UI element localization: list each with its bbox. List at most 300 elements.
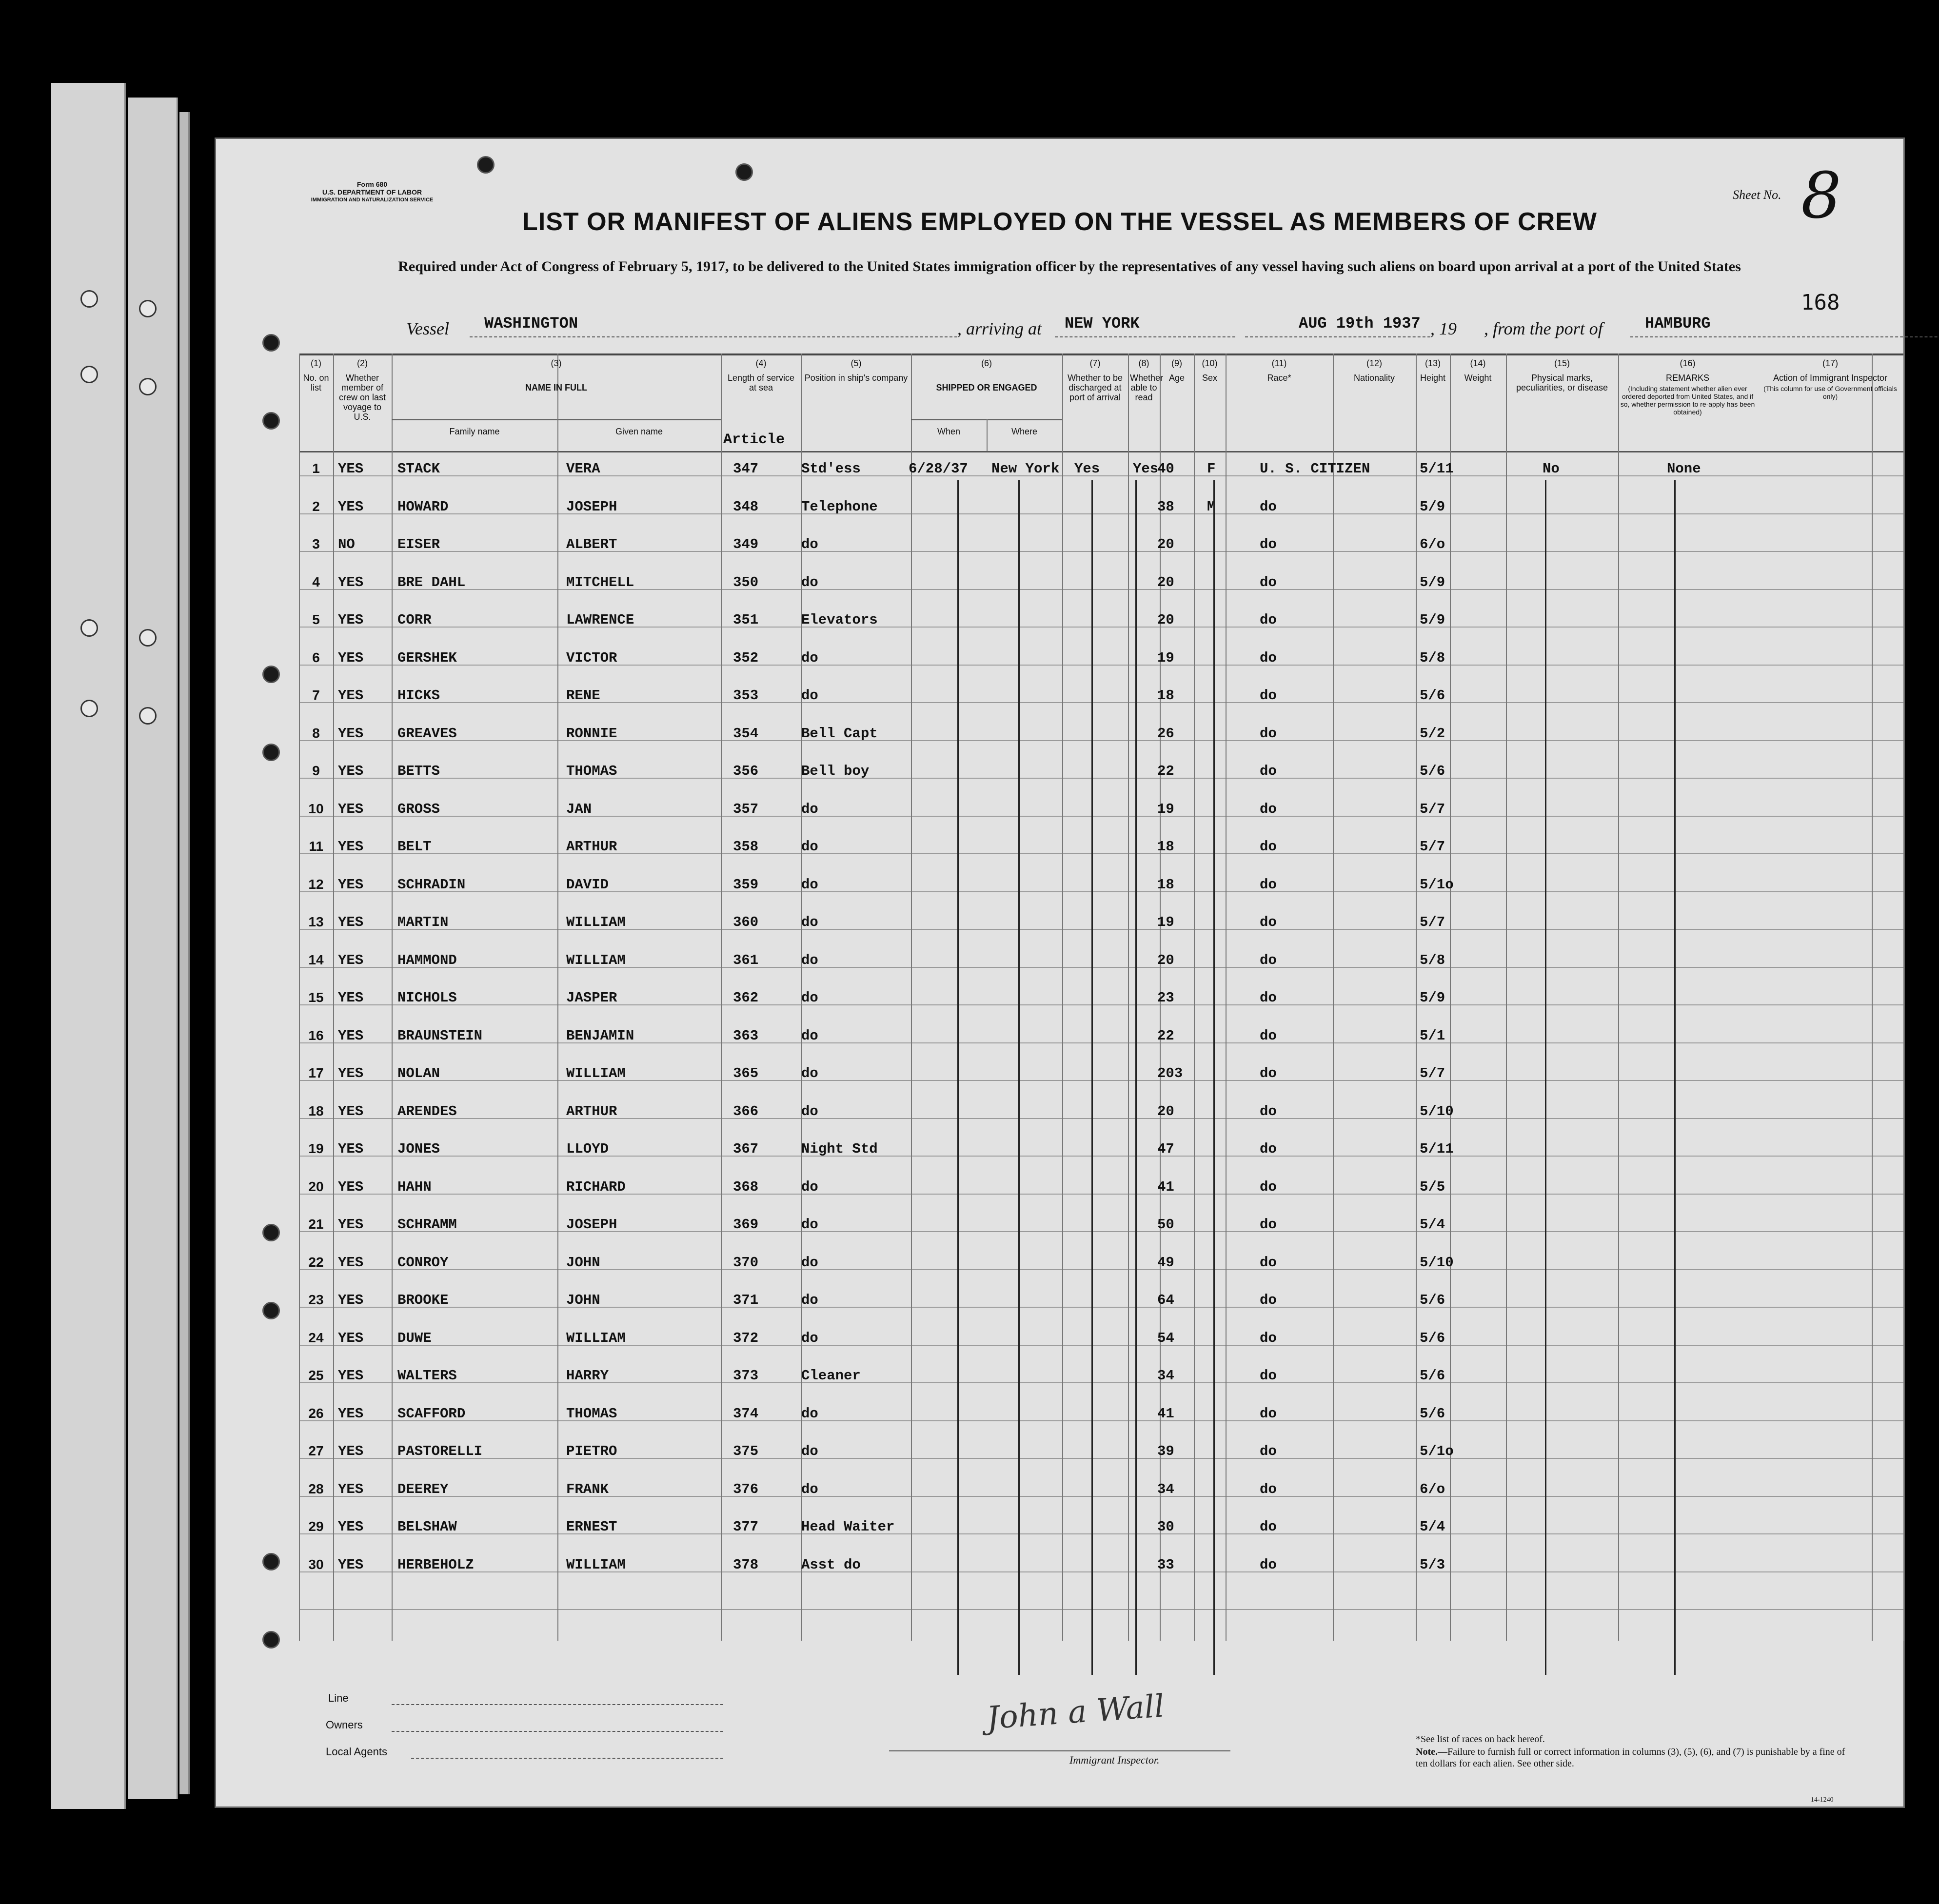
row-number: 24 (308, 1330, 324, 1345)
position-cell: do (801, 914, 818, 930)
age-cell: 20 (1157, 1103, 1174, 1119)
age-cell: 49 (1157, 1254, 1174, 1271)
last-voyage-cell: YES (338, 1065, 364, 1081)
row-number: 5 (312, 612, 320, 627)
year-label: , 19 (1430, 319, 1457, 338)
column-header-read: Whether able to read (1130, 373, 1164, 402)
age-cell: 18 (1157, 876, 1174, 893)
row-number: 25 (308, 1368, 324, 1383)
family-name-cell: EISER (397, 536, 440, 552)
row-number: 14 (308, 952, 324, 967)
age-cell: 41 (1157, 1178, 1174, 1195)
column-rule (1194, 353, 1195, 1641)
column-rule (1416, 353, 1417, 1641)
family-name-cell: CONROY (397, 1254, 449, 1271)
given-name-cell: JAN (566, 801, 592, 817)
column-header-remarks-detail: (Including statement whether alien ever ordered deported from United States, and if so, whether permission to re-apply has been obtained) (1620, 385, 1755, 416)
family-name-cell: SCHRAMM (397, 1217, 457, 1233)
row-number: 27 (308, 1443, 324, 1458)
family-name-cell: CORR (397, 612, 432, 628)
race-cell: do (1260, 839, 1277, 855)
column-header-race: Race* (1267, 373, 1291, 383)
row-rule (299, 816, 1903, 817)
age-cell: 20 (1157, 536, 1174, 552)
sex-cell: M (1207, 498, 1216, 515)
column-number: (15) (1554, 358, 1570, 368)
family-name-cell: HAMMOND (397, 952, 457, 968)
position-cell: do (801, 1103, 818, 1119)
row-rule (299, 702, 1903, 703)
height-cell: 5/9 (1420, 574, 1445, 590)
race-cell: do (1260, 687, 1277, 704)
shipped-where-cell: New York (991, 461, 1060, 477)
crew-table (216, 139, 1903, 1806)
row-rule (299, 513, 1903, 514)
row-rule (299, 1080, 1903, 1081)
row-number: 13 (308, 914, 324, 929)
from-port-label: , from the port of (1484, 319, 1603, 338)
service-name: IMMIGRATION AND NATURALIZATION SERVICE (311, 197, 434, 203)
race-cell: do (1260, 952, 1277, 968)
row-rule (299, 1458, 1903, 1459)
race-cell: do (1260, 1178, 1277, 1195)
race-cell: do (1260, 574, 1277, 590)
age-cell: 19 (1157, 801, 1174, 817)
race-cell: do (1260, 763, 1277, 779)
race-cell: do (1260, 1519, 1277, 1535)
marks-cell: No (1543, 461, 1560, 477)
position-cell: Head Waiter (801, 1519, 895, 1535)
position-cell: Telephone (801, 498, 878, 515)
row-number: 22 (308, 1254, 324, 1270)
given-name-cell: WILLIAM (566, 914, 626, 930)
row-number: 17 (308, 1065, 324, 1080)
local-agents-underline (411, 1758, 723, 1759)
given-name-cell: VICTOR (566, 649, 617, 666)
header-bottom-rule (299, 451, 1903, 452)
service-cell: 373 (733, 1368, 759, 1384)
age-cell: 34 (1157, 1481, 1174, 1497)
family-name-cell: BELT (397, 839, 432, 855)
row-number: 8 (312, 725, 320, 741)
service-cell: 348 (733, 498, 759, 515)
given-name-cell: THOMAS (566, 1405, 617, 1422)
name-subheader-rule (392, 419, 721, 420)
given-name-cell: ALBERT (566, 536, 617, 552)
ditto-ink-line (1213, 480, 1215, 1675)
row-number: 12 (308, 876, 324, 892)
last-voyage-cell: YES (338, 687, 364, 704)
position-cell: do (801, 952, 818, 968)
service-cell: 353 (733, 687, 759, 704)
row-rule (299, 589, 1903, 590)
age-cell: 19 (1157, 649, 1174, 666)
column-rule (1903, 353, 1904, 1641)
given-name-cell: MITCHELL (566, 574, 634, 590)
column-number: (14) (1470, 358, 1486, 368)
signature-underline (889, 1750, 1230, 1751)
column-header-age: Age (1168, 373, 1185, 383)
ditto-ink-line (1135, 480, 1137, 1675)
family-name-cell: MARTIN (397, 914, 449, 930)
race-cell: do (1260, 801, 1277, 817)
row-number: 9 (312, 763, 320, 778)
service-cell: 369 (733, 1217, 759, 1233)
height-cell: 6/o (1420, 1481, 1445, 1497)
fine-note-text: —Failure to furnish full or correct information in columns (3), (5), (6), and (7) is punishable by a fine of ten dollars for each alien. See other side. (1416, 1747, 1845, 1769)
inspector-label: Immigrant Inspector. (1069, 1754, 1160, 1766)
row-rule (299, 1571, 1903, 1572)
punch-hole (139, 707, 157, 725)
height-cell: 5/6 (1420, 1330, 1445, 1346)
height-cell: 5/11 (1420, 461, 1454, 477)
column-number: (4) (755, 358, 767, 368)
service-cell: 366 (733, 1103, 759, 1119)
height-cell: 5/1 (1420, 1027, 1445, 1044)
race-cell: do (1260, 612, 1277, 628)
column-number: (12) (1366, 358, 1382, 368)
last-voyage-cell: YES (338, 990, 364, 1006)
last-voyage-cell: YES (338, 612, 364, 628)
row-rule (299, 1231, 1903, 1232)
race-cell: do (1260, 914, 1277, 930)
race-cell: do (1260, 1443, 1277, 1459)
position-cell: Night Std (801, 1141, 878, 1157)
column-number: (17) (1822, 358, 1838, 368)
height-cell: 5/3 (1420, 1556, 1445, 1573)
height-cell: 5/11 (1420, 1141, 1454, 1157)
last-voyage-cell: YES (338, 1103, 364, 1119)
race-cell: do (1260, 1481, 1277, 1497)
age-cell: 41 (1157, 1405, 1174, 1422)
service-cell: 352 (733, 649, 759, 666)
row-number: 6 (312, 649, 320, 665)
discharged-cell: Yes (1074, 461, 1100, 477)
last-voyage-cell: YES (338, 1519, 364, 1535)
binding-strip-right (179, 112, 190, 1794)
ditto-ink-line (1091, 480, 1093, 1675)
position-cell: Cleaner (801, 1368, 861, 1384)
row-number: 7 (312, 687, 320, 703)
service-cell: 368 (733, 1178, 759, 1195)
position-cell: Elevators (801, 612, 878, 628)
column-rule (1062, 353, 1063, 1641)
row-number: 26 (308, 1405, 324, 1421)
column-header-shipped-sub-1: When (937, 427, 961, 436)
arriving-port: NEW YORK (1065, 314, 1140, 333)
age-cell: 38 (1157, 498, 1174, 515)
manifest-sheet (215, 137, 1905, 1808)
family-name-cell: BROOKE (397, 1292, 449, 1308)
row-rule (299, 967, 1903, 968)
race-cell: do (1260, 1405, 1277, 1422)
column-rule (557, 353, 558, 1641)
vessel-label: Vessel (406, 319, 449, 338)
given-name-cell: RENE (566, 687, 600, 704)
family-name-cell: NICHOLS (397, 990, 457, 1006)
height-cell: 5/1o (1420, 876, 1454, 893)
race-cell: do (1260, 1103, 1277, 1119)
race-cell: do (1260, 1027, 1277, 1044)
given-name-cell: PIETRO (566, 1443, 617, 1459)
given-name-cell: ARTHUR (566, 1103, 617, 1119)
row-number: 16 (308, 1027, 324, 1043)
form-code: 14-1240 (1811, 1796, 1834, 1804)
column-rule (1506, 353, 1507, 1641)
given-name-cell: RONNIE (566, 725, 617, 742)
row-number: 19 (308, 1141, 324, 1156)
age-cell: 33 (1157, 1556, 1174, 1573)
family-name-cell: HERBEHOLZ (397, 1556, 474, 1573)
service-cell: 375 (733, 1443, 759, 1459)
height-cell: 6/o (1420, 536, 1445, 552)
position-cell: do (801, 1405, 818, 1422)
age-cell: 22 (1157, 1027, 1174, 1044)
row-rule (299, 778, 1903, 779)
last-voyage-cell: YES (338, 763, 364, 779)
age-cell: 64 (1157, 1292, 1174, 1308)
position-cell: Bell boy (801, 763, 870, 779)
last-voyage-cell: YES (338, 914, 364, 930)
last-voyage-cell: YES (338, 1027, 364, 1044)
binding-strip-middle (128, 98, 178, 1799)
race-cell: do (1260, 725, 1277, 742)
height-cell: 5/7 (1420, 839, 1445, 855)
family-name-cell: SCAFFORD (397, 1405, 466, 1422)
remarks-cell: None (1667, 461, 1701, 477)
given-name-cell: WILLIAM (566, 1330, 626, 1346)
punch-hole (80, 366, 98, 383)
local-agents-label: Local Agents (326, 1746, 387, 1758)
column-rule (1226, 353, 1227, 1641)
row-number: 15 (308, 990, 324, 1005)
age-cell: 19 (1157, 914, 1174, 930)
binding-strip-left (51, 83, 126, 1809)
given-name-cell: FRANK (566, 1481, 609, 1497)
sheet-number-value: 8 (1801, 158, 1841, 233)
form-number: Form 680 (356, 180, 388, 188)
service-cell: 358 (733, 839, 759, 855)
column-header-name-sub-2: Given name (615, 427, 663, 436)
service-cell: 363 (733, 1027, 759, 1044)
race-cell: do (1260, 1141, 1277, 1157)
line-label: Line (328, 1692, 349, 1704)
column-number: (7) (1089, 358, 1101, 368)
page-title: LIST OR MANIFEST OF ALIENS EMPLOYED ON THE VESSEL AS MEMBERS OF CREW (522, 208, 1597, 236)
position-cell: do (801, 876, 818, 893)
last-voyage-cell: YES (338, 725, 364, 742)
page-subtitle: Required under Act of Congress of February 5, 1917, to be delivered to the United States immigration officer by the representatives of any vessel having such aliens on board upon arrival at a port of the United States (398, 258, 1741, 275)
age-cell: 23 (1157, 990, 1174, 1006)
line-underline (392, 1704, 723, 1705)
column-number: (2) (357, 358, 368, 368)
position-cell: do (801, 1481, 818, 1497)
given-name-cell: DAVID (566, 876, 609, 893)
service-cell: 357 (733, 801, 759, 817)
age-cell: 18 (1157, 839, 1174, 855)
row-number: 18 (308, 1103, 324, 1119)
service-cell: 371 (733, 1292, 759, 1308)
given-name-cell: LLOYD (566, 1141, 609, 1157)
column-header-sex: Sex (1202, 373, 1218, 383)
service-cell: 349 (733, 536, 759, 552)
column-number: (13) (1425, 358, 1441, 368)
height-cell: 5/5 (1420, 1178, 1445, 1195)
column-rule (392, 353, 393, 1641)
vessel-name: WASHINGTON (484, 314, 578, 333)
family-name-cell: BRE DAHL (397, 574, 466, 590)
height-cell: 5/10 (1420, 1103, 1454, 1119)
given-name-cell: JOSEPH (566, 498, 617, 515)
ditto-ink-line (1674, 480, 1676, 1675)
position-cell: do (801, 1292, 818, 1308)
family-name-cell: JONES (397, 1141, 440, 1157)
family-name-cell: STACK (397, 461, 440, 477)
service-cell: 351 (733, 612, 759, 628)
height-cell: 5/4 (1420, 1519, 1445, 1535)
service-cell: 361 (733, 952, 759, 968)
given-name-cell: HARRY (566, 1368, 609, 1384)
last-voyage-cell: YES (338, 1178, 364, 1195)
column-header-marks: Physical marks, peculiarities, or disease (1516, 373, 1608, 393)
from-port: HAMBURG (1645, 314, 1711, 333)
height-cell: 5/7 (1420, 1065, 1445, 1081)
height-cell: 5/9 (1420, 498, 1445, 515)
row-number: 2 (312, 498, 320, 514)
service-cell: 365 (733, 1065, 759, 1081)
given-name-cell: JOHN (566, 1254, 600, 1271)
last-voyage-cell: YES (338, 1481, 364, 1497)
row-number: 11 (309, 839, 323, 854)
given-name-cell: JASPER (566, 990, 617, 1006)
race-cell: do (1260, 1217, 1277, 1233)
row-rule (299, 627, 1903, 628)
given-name-cell: WILLIAM (566, 1065, 626, 1081)
arrival-date: AUG 19th 1937 (1299, 314, 1421, 333)
service-cell: 359 (733, 876, 759, 893)
last-voyage-cell: YES (338, 1368, 364, 1384)
races-note: *See list of races on back hereof. (1416, 1734, 1545, 1745)
punch-hole (139, 629, 157, 647)
row-rule (299, 1382, 1903, 1383)
family-name-cell: BELSHAW (397, 1519, 457, 1535)
family-name-cell: HICKS (397, 687, 440, 704)
punch-hole (80, 290, 98, 308)
family-name-cell: HAHN (397, 1178, 432, 1195)
column-header-shipped: SHIPPED OR ENGAGED (936, 383, 1037, 393)
column-header-name: NAME IN FULL (525, 383, 587, 393)
row-rule (299, 1156, 1903, 1157)
column-number: (9) (1171, 358, 1182, 368)
column-number: (6) (981, 358, 992, 368)
column-header-shipped-sub-2: Where (1011, 427, 1037, 436)
family-name-cell: BETTS (397, 763, 440, 779)
row-rule (299, 853, 1903, 854)
height-cell: 5/8 (1420, 649, 1445, 666)
service-cell: 350 (733, 574, 759, 590)
age-cell: 20 (1157, 574, 1174, 590)
ditto-ink-line (1545, 480, 1546, 1675)
arriving-label: , arriving at (957, 319, 1042, 338)
age-cell: 30 (1157, 1519, 1174, 1535)
family-name-cell: GROSS (397, 801, 440, 817)
article-label: Article (723, 432, 785, 448)
last-voyage-cell: YES (338, 876, 364, 893)
row-rule (299, 1345, 1903, 1346)
row-number: 30 (308, 1556, 324, 1572)
column-number: (11) (1271, 358, 1287, 368)
fine-note-label: Note. (1416, 1747, 1438, 1757)
last-voyage-cell: YES (338, 574, 364, 590)
height-cell: 5/7 (1420, 801, 1445, 817)
height-cell: 5/9 (1420, 990, 1445, 1006)
service-cell: 376 (733, 1481, 759, 1497)
row-number: 23 (308, 1292, 324, 1307)
position-cell: do (801, 1065, 818, 1081)
position-cell: do (801, 1443, 818, 1459)
age-cell: 34 (1157, 1368, 1174, 1384)
row-number: 4 (312, 574, 320, 589)
race-cell: U. S. CITIZEN (1260, 461, 1370, 477)
age-cell: 20 (1157, 952, 1174, 968)
position-cell: Bell Capt (801, 725, 878, 742)
height-cell: 5/6 (1420, 1368, 1445, 1384)
family-name-cell: ARENDES (397, 1103, 457, 1119)
column-number: (10) (1202, 358, 1218, 368)
last-voyage-cell: YES (338, 498, 364, 515)
column-number: (1) (311, 358, 321, 368)
row-number: 21 (308, 1217, 324, 1232)
position-cell: do (801, 1330, 818, 1346)
last-voyage-cell: YES (338, 952, 364, 968)
last-voyage-cell: YES (338, 649, 364, 666)
age-cell: 203 (1157, 1065, 1183, 1081)
race-cell: do (1260, 649, 1277, 666)
inspector-signature: John a Wall (985, 1688, 1166, 1737)
column-header-position: Position in ship's company (804, 373, 908, 383)
last-voyage-cell: YES (338, 461, 364, 477)
race-cell: do (1260, 1556, 1277, 1573)
position-cell: do (801, 1178, 818, 1195)
age-cell: 54 (1157, 1330, 1174, 1346)
column-rule (333, 353, 334, 1641)
position-cell: do (801, 990, 818, 1006)
ditto-ink-line (957, 480, 959, 1675)
owners-label: Owners (326, 1719, 363, 1731)
row-rule (299, 1118, 1903, 1119)
position-cell: do (801, 801, 818, 817)
last-voyage-cell: NO (338, 536, 355, 552)
punch-hole (139, 378, 157, 395)
service-cell: 372 (733, 1330, 759, 1346)
position-cell: Asst do (801, 1556, 861, 1573)
race-cell: do (1260, 1254, 1277, 1271)
age-cell: 22 (1157, 763, 1174, 779)
height-cell: 5/6 (1420, 1292, 1445, 1308)
race-cell: do (1260, 1065, 1277, 1081)
last-voyage-cell: YES (338, 1141, 364, 1157)
height-cell: 5/9 (1420, 612, 1445, 628)
race-cell: do (1260, 1330, 1277, 1346)
column-header-last-voyage: Whether member of crew on last voyage to U.S. (338, 373, 386, 422)
position-cell: do (801, 1217, 818, 1233)
given-name-cell: BENJAMIN (566, 1027, 634, 1044)
family-name-cell: DUWE (397, 1330, 432, 1346)
column-header-no: No. on list (303, 373, 329, 393)
race-cell: do (1260, 990, 1277, 1006)
row-rule (299, 1042, 1903, 1043)
column-header-name-sub-1: Family name (449, 427, 500, 436)
